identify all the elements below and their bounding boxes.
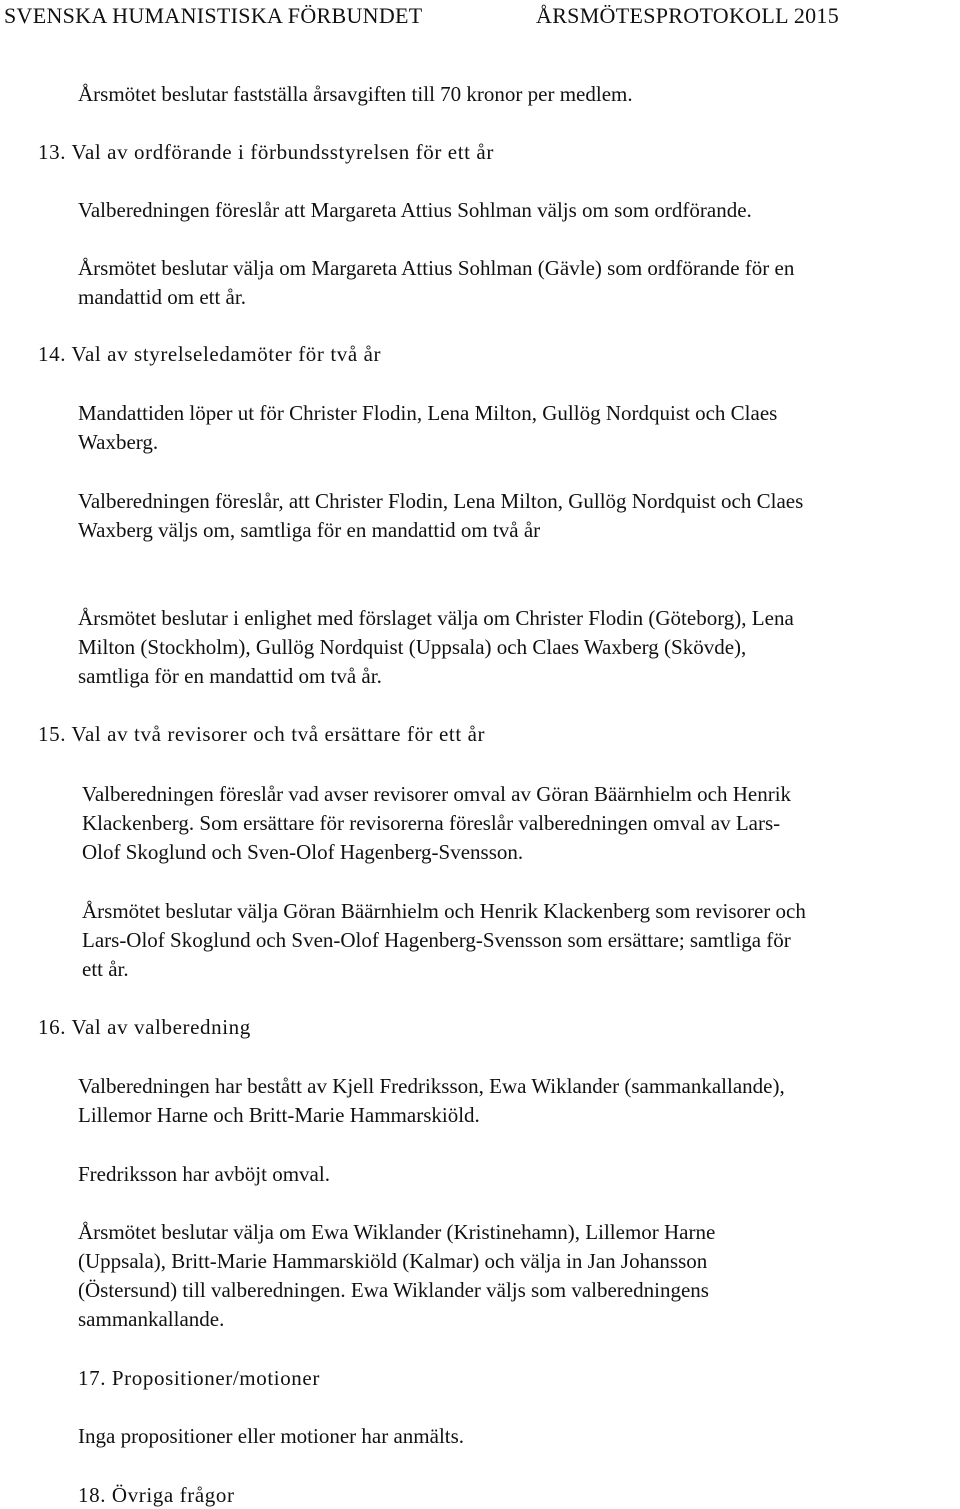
text-line: Mandattiden löper ut för Christer Flodin, Lena Milton, Gullög Nordquist och Claes [78,401,778,425]
text-line: Årsmötet beslutar välja om Ewa Wiklander (Kristinehamn), Lillemor Harne [78,1220,716,1244]
text-line: Fredriksson har avböjt omval. [78,1162,330,1186]
text-line: Årsmötet beslutar fastställa årsavgiften till 70 kronor per medlem. [78,82,633,106]
document-title: ÅRSMÖTESPROTOKOLL 2015 [536,3,840,28]
text-line: Valberedningen föreslår vad avser revisorer omval av Göran Bäärnhielm och Henrik [82,782,792,806]
text-line: Lars-Olof Skoglund och Sven-Olof Hagenberg-Svensson som ersättare; samtliga för [82,928,791,952]
text-line: Valberedningen föreslår, att Christer Flodin, Lena Milton, Gullög Nordquist och Claes [78,489,804,513]
text-line: mandattid om ett år. [78,285,246,309]
text-line: ett år. [82,957,129,981]
section-heading-14: 14. Val av styrelseledamöter för två år [38,342,382,366]
text-line: samtliga för en mandattid om två år. [78,664,382,688]
text-line: Inga propositioner eller motioner har anmälts. [78,1424,465,1448]
section-heading-18: 18. Övriga frågor [78,1483,235,1507]
text-line: (Östersund) till valberedningen. Ewa Wiklander väljs som valberedningens [78,1278,709,1302]
section-heading-13: 13. Val av ordförande i förbundsstyrelsen för ett år [38,140,494,164]
text-line: Valberedningen föreslår att Margareta Attius Sohlman väljs om som ordförande. [78,198,752,222]
text-line: Waxberg väljs om, samtliga för en mandattid om två år [78,518,541,542]
text-line: Lillemor Harne och Britt-Marie Hammarskiöld. [78,1103,480,1127]
text-line: (Uppsala), Britt-Marie Hammarskiöld (Kalmar) och välja in Jan Johansson [78,1249,708,1273]
text-line: sammankallande. [78,1307,225,1331]
section-heading-17: 17. Propositioner/motioner [78,1366,320,1390]
section-heading-15: 15. Val av två revisorer och två ersättare för ett år [38,722,486,746]
text-line: Årsmötet beslutar välja om Margareta Attius Sohlman (Gävle) som ordförande för en [78,256,795,280]
text-line: Klackenberg. Som ersättare för revisorerna föreslår valberedningen omval av Lars- [82,811,781,835]
text-line: Valberedningen har bestått av Kjell Fredriksson, Ewa Wiklander (sammankallande), [78,1074,785,1098]
text-line: Milton (Stockholm), Gullög Nordquist (Uppsala) och Claes Waxberg (Skövde), [78,635,747,659]
text-line: Waxberg. [78,430,159,454]
section-heading-16: 16. Val av valberedning [38,1015,251,1039]
text-line: Årsmötet beslutar i enlighet med förslaget välja om Christer Flodin (Göteborg), Lena [78,606,794,630]
organization-name: SVENSKA HUMANISTISKA FÖRBUNDET [4,3,423,28]
text-line: Olof Skoglund och Sven-Olof Hagenberg-Svensson. [82,840,524,864]
text-line: Årsmötet beslutar välja Göran Bäärnhielm och Henrik Klackenberg som revisorer och [82,899,806,923]
